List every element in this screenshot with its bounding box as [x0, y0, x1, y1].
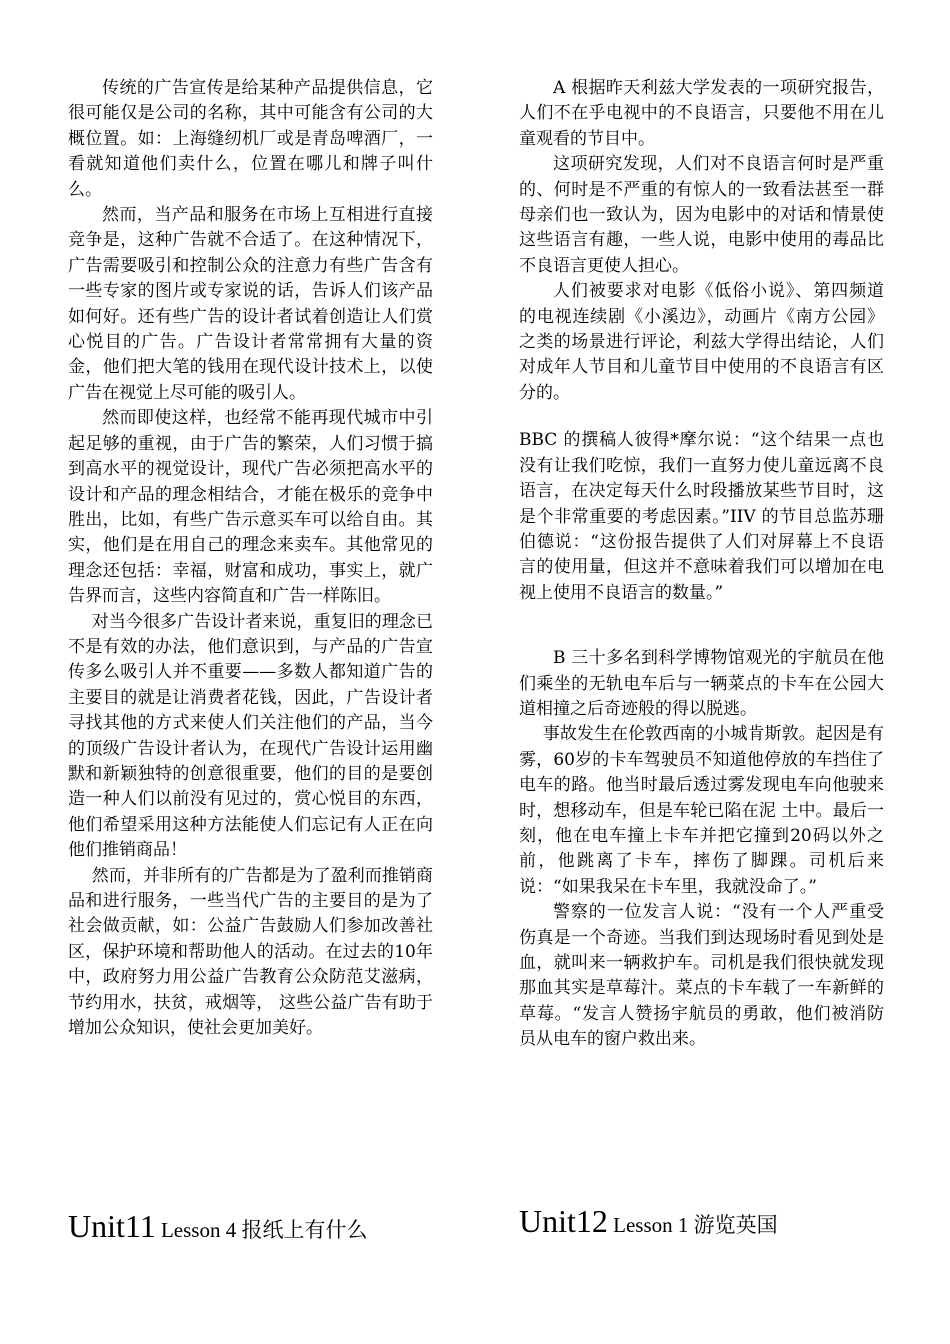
unit-heading-right: [519, 1203, 778, 1240]
lesson-title: Lesson 4 报纸上有什么: [155, 1218, 368, 1242]
lesson-title: Lesson 1 游览英国: [607, 1213, 778, 1237]
paragraph: 事故发生在伦敦西南的小城肯斯敦。起因是有雾，60岁的卡车驾驶员不知道他停放的车挡住了电车的路。他当时最后透过雾发现电车向他驶来时，想移动车，但是车轮已陷在泥 土中。最后一刻，他在电车撞上卡车并把它撞到20码以外之前，他跳离了卡车，摔伤了脚踝。司机后来说：“如果我呆在卡车里，我就没命了。”: [519, 724, 884, 897]
paragraph: 然而即使这样，也经常不能再现代城市中引起足够的重视，由于广告的繁荣，人们习惯于搞到高水平的视觉设计，现代广告必须把高水平的设计和产品的理念相结合，才能在极乐的竞争中胜出，比如，有些广告示意买车可以给自由。其实，他们是在用自己的理念来卖车。其他常见的理念还包括：幸福，财富和成功，事实上，就广告界而言，这些内容简直和广告一样陈旧。: [68, 408, 433, 607]
paragraph: 这项研究发现，人们对不良语言何时是严重的、何时是不严重的有惊人的一致看法甚至一群母亲们也一致认为，因为电影中的对话和情景使这些语言有趣，一些人说，电影中使用的毒品比不良语言更使人担心。: [519, 154, 884, 276]
paragraph: B 三十多名到科学博物馆观光的宇航员在他们乘坐的无轨电车后与一辆菜点的卡车在公园大道相撞之后奇迹般的得以脱逃。: [519, 648, 884, 719]
paragraph: 对当今很多广告设计者来说，重复旧的理念已不是有效的办法，他们意识到，与产品的广告宣传多么吸引人并不重要——多数人都知道广告的主要目的就是让消费者花钱，因此，广告设计者寻找其他的方式来使人们关注他们的产品，当今的顶级广告设计者认为，在现代广告设计运用幽默和新颖独特的创意很重要，他们的目的是要创造一种人们以前没有见过的，赏心悦目的东西，他们希望采用这种方法能使人们忘记有人正在向他们推销商品！: [68, 611, 433, 861]
paragraph: 然而，并非所有的广告都是为了盈利而推销商品和进行服务，一些当代广告的主要目的是为了社会做贡献，如：公益广告鼓励人们参加改善社区，保护环境和帮助他人的活动。在过去的10年中，政府努力用公益广告教育公众防范艾滋病，节约用水，扶贫，戒烟等， 这些公益广告有助于增加公众知识，使社会更加美好。: [68, 865, 433, 1039]
left-column: [68, 76, 433, 1041]
unit-heading-left: [68, 1208, 367, 1245]
paragraph: 传统的广告宣传是给某种产品提供信息，它很可能仅是公司的名称，其中可能含有公司的大概位置。如：上海缝纫机厂或是青岛啤酒厂，一看就知道他们卖什么，位置在哪儿和牌子叫什么。: [68, 78, 433, 200]
paragraph: A 根据昨天利兹大学发表的一项研究报告，人们不在乎电视中的不良语言，只要他不用在儿童观看的节目中。: [519, 78, 884, 149]
paragraph: 人们被要求对电影《低俗小说》、第四频道的电视连续剧《小溪边》，动画片《南方公园》之类的场景进行评论，利兹大学得出结论，人们对成年人节目和儿童节目中使用的不良语言有区分的。: [519, 281, 884, 403]
unit-number: Unit12: [519, 1203, 608, 1239]
unit-number: Unit11: [68, 1208, 156, 1244]
paragraph: 然而，当产品和服务在市场上互相进行直接竞争是，这种广告就不合适了。在这种情况下，广告需要吸引和控制公众的注意力有些广告含有一些专家的图片或专家说的话，告诉人们该产品如何好。还有些广告的设计者试着创造让人们赏心悦目的广告。广告设计者常常拥有大量的资金，他们把大笔的钱用在现代设计技术上，以使广告在视觉上尽可能的吸引人。: [68, 205, 433, 403]
paragraph: BBC 的撰稿人彼得*摩尔说：“这个结果一点也没有让我们吃惊，我们一直努力使儿童远离不良语言，在决定每天什么时段播放某些节目时，这是个非常重要的考虑因素。”IIV 的节目总监苏珊伯德说：“这份报告提供了人们对屏幕上不良语言的使用量，但这并不意味着我们可以增加在电视上使用不良语言的数量。”: [519, 430, 884, 603]
right-column: [519, 76, 884, 1053]
paragraph: 警察的一位发言人说：“没有一个人严重受伤真是一个奇迹。当我们到达现场时看见到处是血，就叫来一辆救护车。司机是我们很快就发现那血其实是草莓汁。菜点的卡车载了一车新鲜的草莓。“发言人赞扬宇航员的勇敢，他们被消防员从电车的窗户救出来。: [519, 902, 884, 1050]
